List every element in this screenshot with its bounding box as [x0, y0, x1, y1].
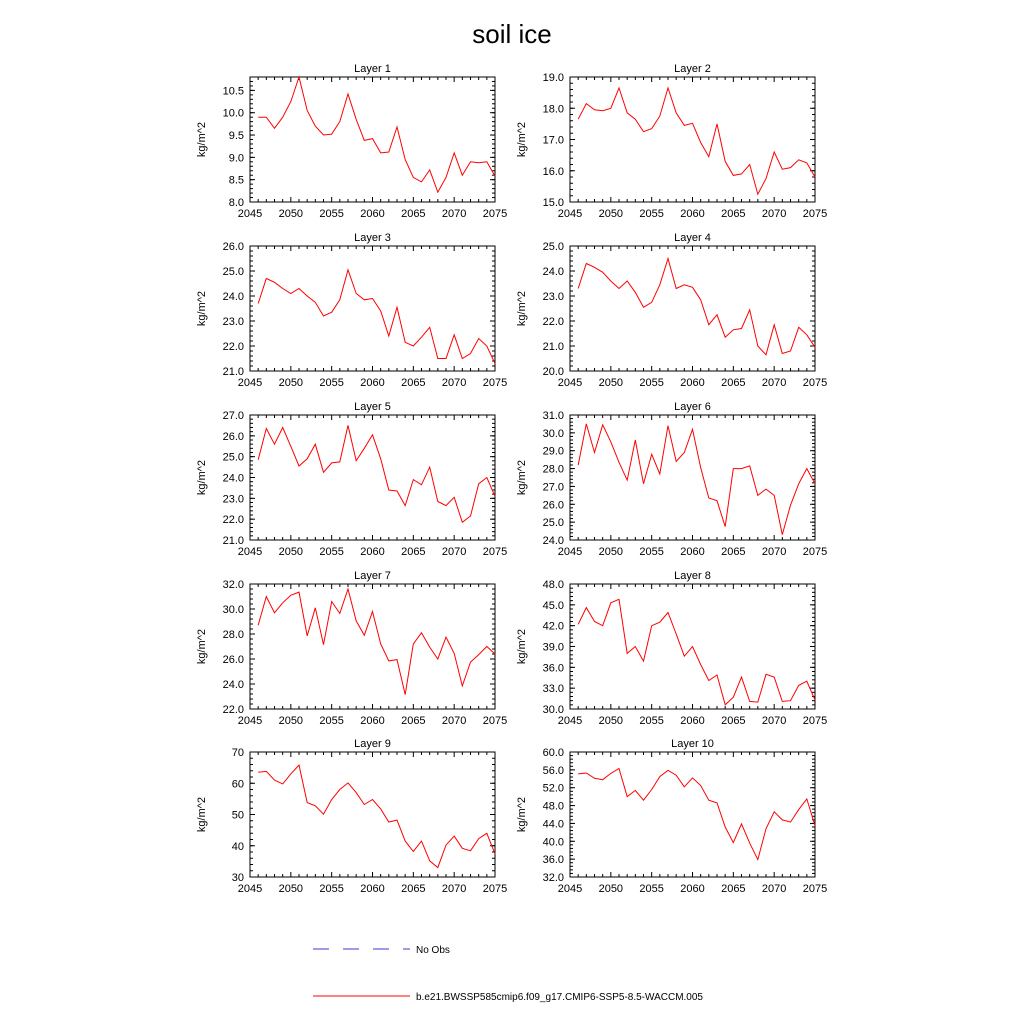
x-tick-label: 2045 — [557, 715, 583, 727]
y-tick-label: 39.0 — [542, 641, 564, 654]
x-tick-label: 2075 — [482, 208, 508, 220]
x-tick-label: 2070 — [441, 883, 467, 895]
y-tick-label: 10.5 — [222, 85, 244, 98]
y-tick-label: 24.0 — [542, 266, 564, 278]
y-tick-label: 45.0 — [542, 599, 564, 612]
y-axis-label: kg/m^2 — [196, 628, 208, 665]
y-tick-label: 23.0 — [542, 291, 564, 303]
series-line — [258, 765, 495, 868]
y-tick-label: 15.0 — [542, 197, 564, 209]
series-line — [578, 769, 815, 860]
y-tick-label: 60 — [231, 778, 244, 791]
y-axis-label: kg/m^2 — [196, 121, 208, 158]
x-tick-label: 2045 — [557, 883, 583, 895]
y-tick-label: 28.0 — [222, 629, 244, 641]
y-tick-label: 40.0 — [542, 836, 564, 849]
x-tick-label: 2070 — [761, 208, 787, 220]
y-tick-label: 22.0 — [542, 316, 564, 328]
x-tick-label: 2060 — [360, 208, 385, 220]
series-line — [578, 88, 815, 194]
y-tick-label: 25.0 — [542, 241, 564, 253]
x-tick-label: 2055 — [319, 883, 344, 895]
y-tick-label: 24.0 — [222, 472, 244, 485]
y-axis-label: kg/m^2 — [196, 796, 208, 833]
x-tick-label: 2050 — [278, 883, 304, 895]
x-tick-label: 2045 — [237, 883, 263, 895]
panel-title: Layer 7 — [354, 570, 391, 582]
x-tick-label: 2050 — [278, 377, 304, 389]
y-tick-label: 26.0 — [542, 499, 564, 512]
y-tick-label: 70 — [231, 747, 244, 759]
legend — [313, 945, 703, 1003]
x-tick-label: 2060 — [360, 715, 385, 727]
x-tick-label: 2055 — [639, 883, 664, 895]
y-tick-label: 30.0 — [542, 427, 564, 440]
x-tick-label: 2055 — [319, 546, 344, 558]
x-tick-label: 2045 — [557, 377, 583, 389]
x-tick-label: 2050 — [278, 715, 304, 727]
x-tick-label: 2075 — [802, 208, 828, 220]
y-tick-label: 26.0 — [222, 241, 244, 253]
plot-frame — [570, 752, 815, 877]
y-tick-label: 24.0 — [222, 291, 244, 303]
y-tick-label: 26.0 — [222, 654, 244, 666]
x-tick-label: 2050 — [598, 715, 624, 727]
y-axis-label: kg/m^2 — [196, 459, 208, 496]
panel-title: Layer 3 — [354, 232, 391, 244]
chart-panel-6 — [516, 401, 827, 558]
panel-title: Layer 2 — [674, 63, 711, 75]
x-tick-label: 2065 — [721, 715, 746, 727]
x-tick-label: 2075 — [802, 883, 828, 895]
panel-title: Layer 8 — [674, 570, 711, 582]
y-tick-label: 9.5 — [228, 130, 244, 143]
x-tick-label: 2055 — [639, 546, 664, 558]
x-tick-label: 2070 — [441, 208, 467, 220]
chart-panel-8 — [516, 570, 827, 727]
chart-panel-1 — [196, 63, 507, 220]
y-tick-label: 40 — [231, 840, 244, 853]
y-tick-label: 36.0 — [542, 662, 564, 675]
x-tick-label: 2060 — [680, 715, 705, 727]
y-tick-label: 22.0 — [222, 341, 244, 353]
y-tick-label: 10.0 — [222, 107, 244, 120]
x-tick-label: 2070 — [761, 715, 787, 727]
chart-panel-10 — [516, 738, 827, 895]
y-tick-label: 30 — [231, 872, 244, 884]
y-tick-label: 16.0 — [542, 165, 564, 178]
x-tick-label: 2055 — [639, 208, 664, 220]
y-tick-label: 27.0 — [542, 481, 564, 494]
y-tick-label: 25.0 — [222, 266, 244, 278]
series-line — [258, 589, 495, 695]
y-axis-label: kg/m^2 — [516, 796, 528, 833]
y-axis-label: kg/m^2 — [516, 121, 528, 158]
y-tick-label: 36.0 — [542, 854, 564, 867]
x-tick-label: 2065 — [721, 546, 746, 558]
y-tick-label: 21.0 — [222, 366, 244, 378]
x-tick-label: 2075 — [802, 715, 828, 727]
y-tick-label: 18.0 — [542, 103, 564, 116]
y-tick-label: 27.0 — [222, 410, 244, 422]
x-tick-label: 2045 — [237, 377, 263, 389]
x-tick-label: 2060 — [360, 883, 385, 895]
y-tick-label: 20.0 — [542, 366, 564, 378]
y-tick-label: 30.0 — [542, 704, 564, 716]
x-tick-label: 2055 — [319, 208, 344, 220]
chart-panel-7 — [196, 570, 507, 727]
panel-title: Layer 1 — [354, 63, 391, 75]
y-tick-label: 8.0 — [228, 197, 244, 209]
x-tick-label: 2055 — [639, 377, 664, 389]
x-tick-label: 2070 — [761, 883, 787, 895]
y-tick-label: 21.0 — [222, 535, 244, 547]
series-line — [578, 259, 815, 355]
y-tick-label: 17.0 — [542, 134, 564, 147]
legend-model-label: b.e21.BWSSP585cmip6.f09_g17.CMIP6-SSP5-8.5-WACCM.005 — [416, 992, 703, 1003]
x-tick-label: 2075 — [802, 377, 828, 389]
plot-frame — [570, 77, 815, 202]
x-tick-label: 2075 — [802, 546, 828, 558]
y-tick-label: 25.0 — [542, 517, 564, 530]
plot-frame — [570, 246, 815, 371]
y-axis-label: kg/m^2 — [516, 628, 528, 665]
y-tick-label: 19.0 — [542, 72, 564, 84]
y-tick-label: 8.5 — [228, 174, 244, 187]
legend-obs-label: No Obs — [416, 945, 450, 956]
panel-title: Layer 5 — [354, 401, 391, 413]
y-tick-label: 23.0 — [222, 316, 244, 328]
y-tick-label: 60.0 — [542, 747, 564, 759]
chart-panels — [196, 63, 827, 895]
x-tick-label: 2065 — [401, 546, 426, 558]
x-tick-label: 2045 — [237, 208, 263, 220]
x-tick-label: 2045 — [557, 208, 583, 220]
y-tick-label: 48.0 — [542, 800, 564, 813]
x-tick-label: 2075 — [482, 883, 508, 895]
plot-frame — [250, 246, 495, 371]
x-tick-label: 2060 — [680, 377, 705, 389]
y-tick-label: 22.0 — [222, 704, 244, 716]
x-tick-label: 2065 — [721, 377, 746, 389]
y-tick-label: 31.0 — [542, 410, 564, 422]
x-tick-label: 2050 — [598, 208, 624, 220]
y-tick-label: 50 — [231, 809, 244, 822]
x-tick-label: 2070 — [761, 546, 787, 558]
x-tick-label: 2070 — [441, 715, 467, 727]
y-tick-label: 30.0 — [222, 604, 244, 616]
x-tick-label: 2065 — [401, 715, 426, 727]
y-tick-label: 56.0 — [542, 764, 564, 777]
chart-panel-3 — [196, 232, 507, 389]
y-tick-label: 29.0 — [542, 445, 564, 458]
x-tick-label: 2045 — [237, 715, 263, 727]
plot-frame — [250, 584, 495, 709]
x-tick-label: 2050 — [598, 546, 624, 558]
x-tick-label: 2075 — [482, 715, 508, 727]
x-tick-label: 2045 — [237, 546, 263, 558]
y-tick-label: 25.0 — [222, 451, 244, 464]
x-tick-label: 2065 — [401, 883, 426, 895]
series-line — [258, 270, 495, 364]
x-tick-label: 2050 — [278, 208, 304, 220]
x-tick-label: 2075 — [482, 377, 508, 389]
y-tick-label: 9.0 — [228, 152, 244, 165]
series-line — [578, 424, 815, 535]
series-line — [258, 425, 495, 522]
y-tick-label: 23.0 — [222, 493, 244, 506]
plot-frame — [250, 415, 495, 540]
x-tick-label: 2060 — [680, 883, 705, 895]
plot-frame — [250, 752, 495, 877]
y-tick-label: 32.0 — [542, 872, 564, 884]
chart-panel-2 — [516, 63, 827, 220]
y-axis-label: kg/m^2 — [196, 290, 208, 327]
x-tick-label: 2055 — [319, 715, 344, 727]
y-tick-label: 24.0 — [222, 679, 244, 691]
panel-title: Layer 10 — [671, 738, 714, 750]
series-line — [258, 77, 495, 192]
y-tick-label: 44.0 — [542, 818, 564, 831]
x-tick-label: 2060 — [680, 208, 705, 220]
series-line — [578, 599, 815, 705]
y-tick-label: 42.0 — [542, 620, 564, 633]
x-tick-label: 2050 — [278, 546, 304, 558]
x-tick-label: 2065 — [721, 883, 746, 895]
x-tick-label: 2065 — [401, 377, 426, 389]
chart-panel-9 — [196, 738, 507, 895]
x-tick-label: 2050 — [598, 377, 624, 389]
y-tick-label: 28.0 — [542, 463, 564, 476]
chart-panel-4 — [516, 232, 827, 389]
x-tick-label: 2065 — [721, 208, 746, 220]
y-tick-label: 26.0 — [222, 430, 244, 443]
x-tick-label: 2070 — [441, 377, 467, 389]
x-tick-label: 2060 — [680, 546, 705, 558]
panel-title: Layer 4 — [674, 232, 711, 244]
y-tick-label: 32.0 — [222, 579, 244, 591]
chart-panel-5 — [196, 401, 507, 558]
x-tick-label: 2050 — [598, 883, 624, 895]
y-tick-label: 52.0 — [542, 782, 564, 795]
x-tick-label: 2060 — [360, 377, 385, 389]
x-tick-label: 2065 — [401, 208, 426, 220]
y-tick-label: 33.0 — [542, 683, 564, 696]
x-tick-label: 2060 — [360, 546, 385, 558]
figure-title: soil ice — [472, 19, 552, 49]
y-tick-label: 21.0 — [542, 341, 564, 353]
x-tick-label: 2075 — [482, 546, 508, 558]
x-tick-label: 2055 — [319, 377, 344, 389]
x-tick-label: 2070 — [761, 377, 787, 389]
y-axis-label: kg/m^2 — [516, 290, 528, 327]
y-tick-label: 22.0 — [222, 514, 244, 527]
y-tick-label: 24.0 — [542, 535, 564, 547]
x-tick-label: 2070 — [441, 546, 467, 558]
x-tick-label: 2045 — [557, 546, 583, 558]
panel-title: Layer 6 — [674, 401, 711, 413]
x-tick-label: 2055 — [639, 715, 664, 727]
y-axis-label: kg/m^2 — [516, 459, 528, 496]
panel-title: Layer 9 — [354, 738, 391, 750]
y-tick-label: 48.0 — [542, 579, 564, 591]
